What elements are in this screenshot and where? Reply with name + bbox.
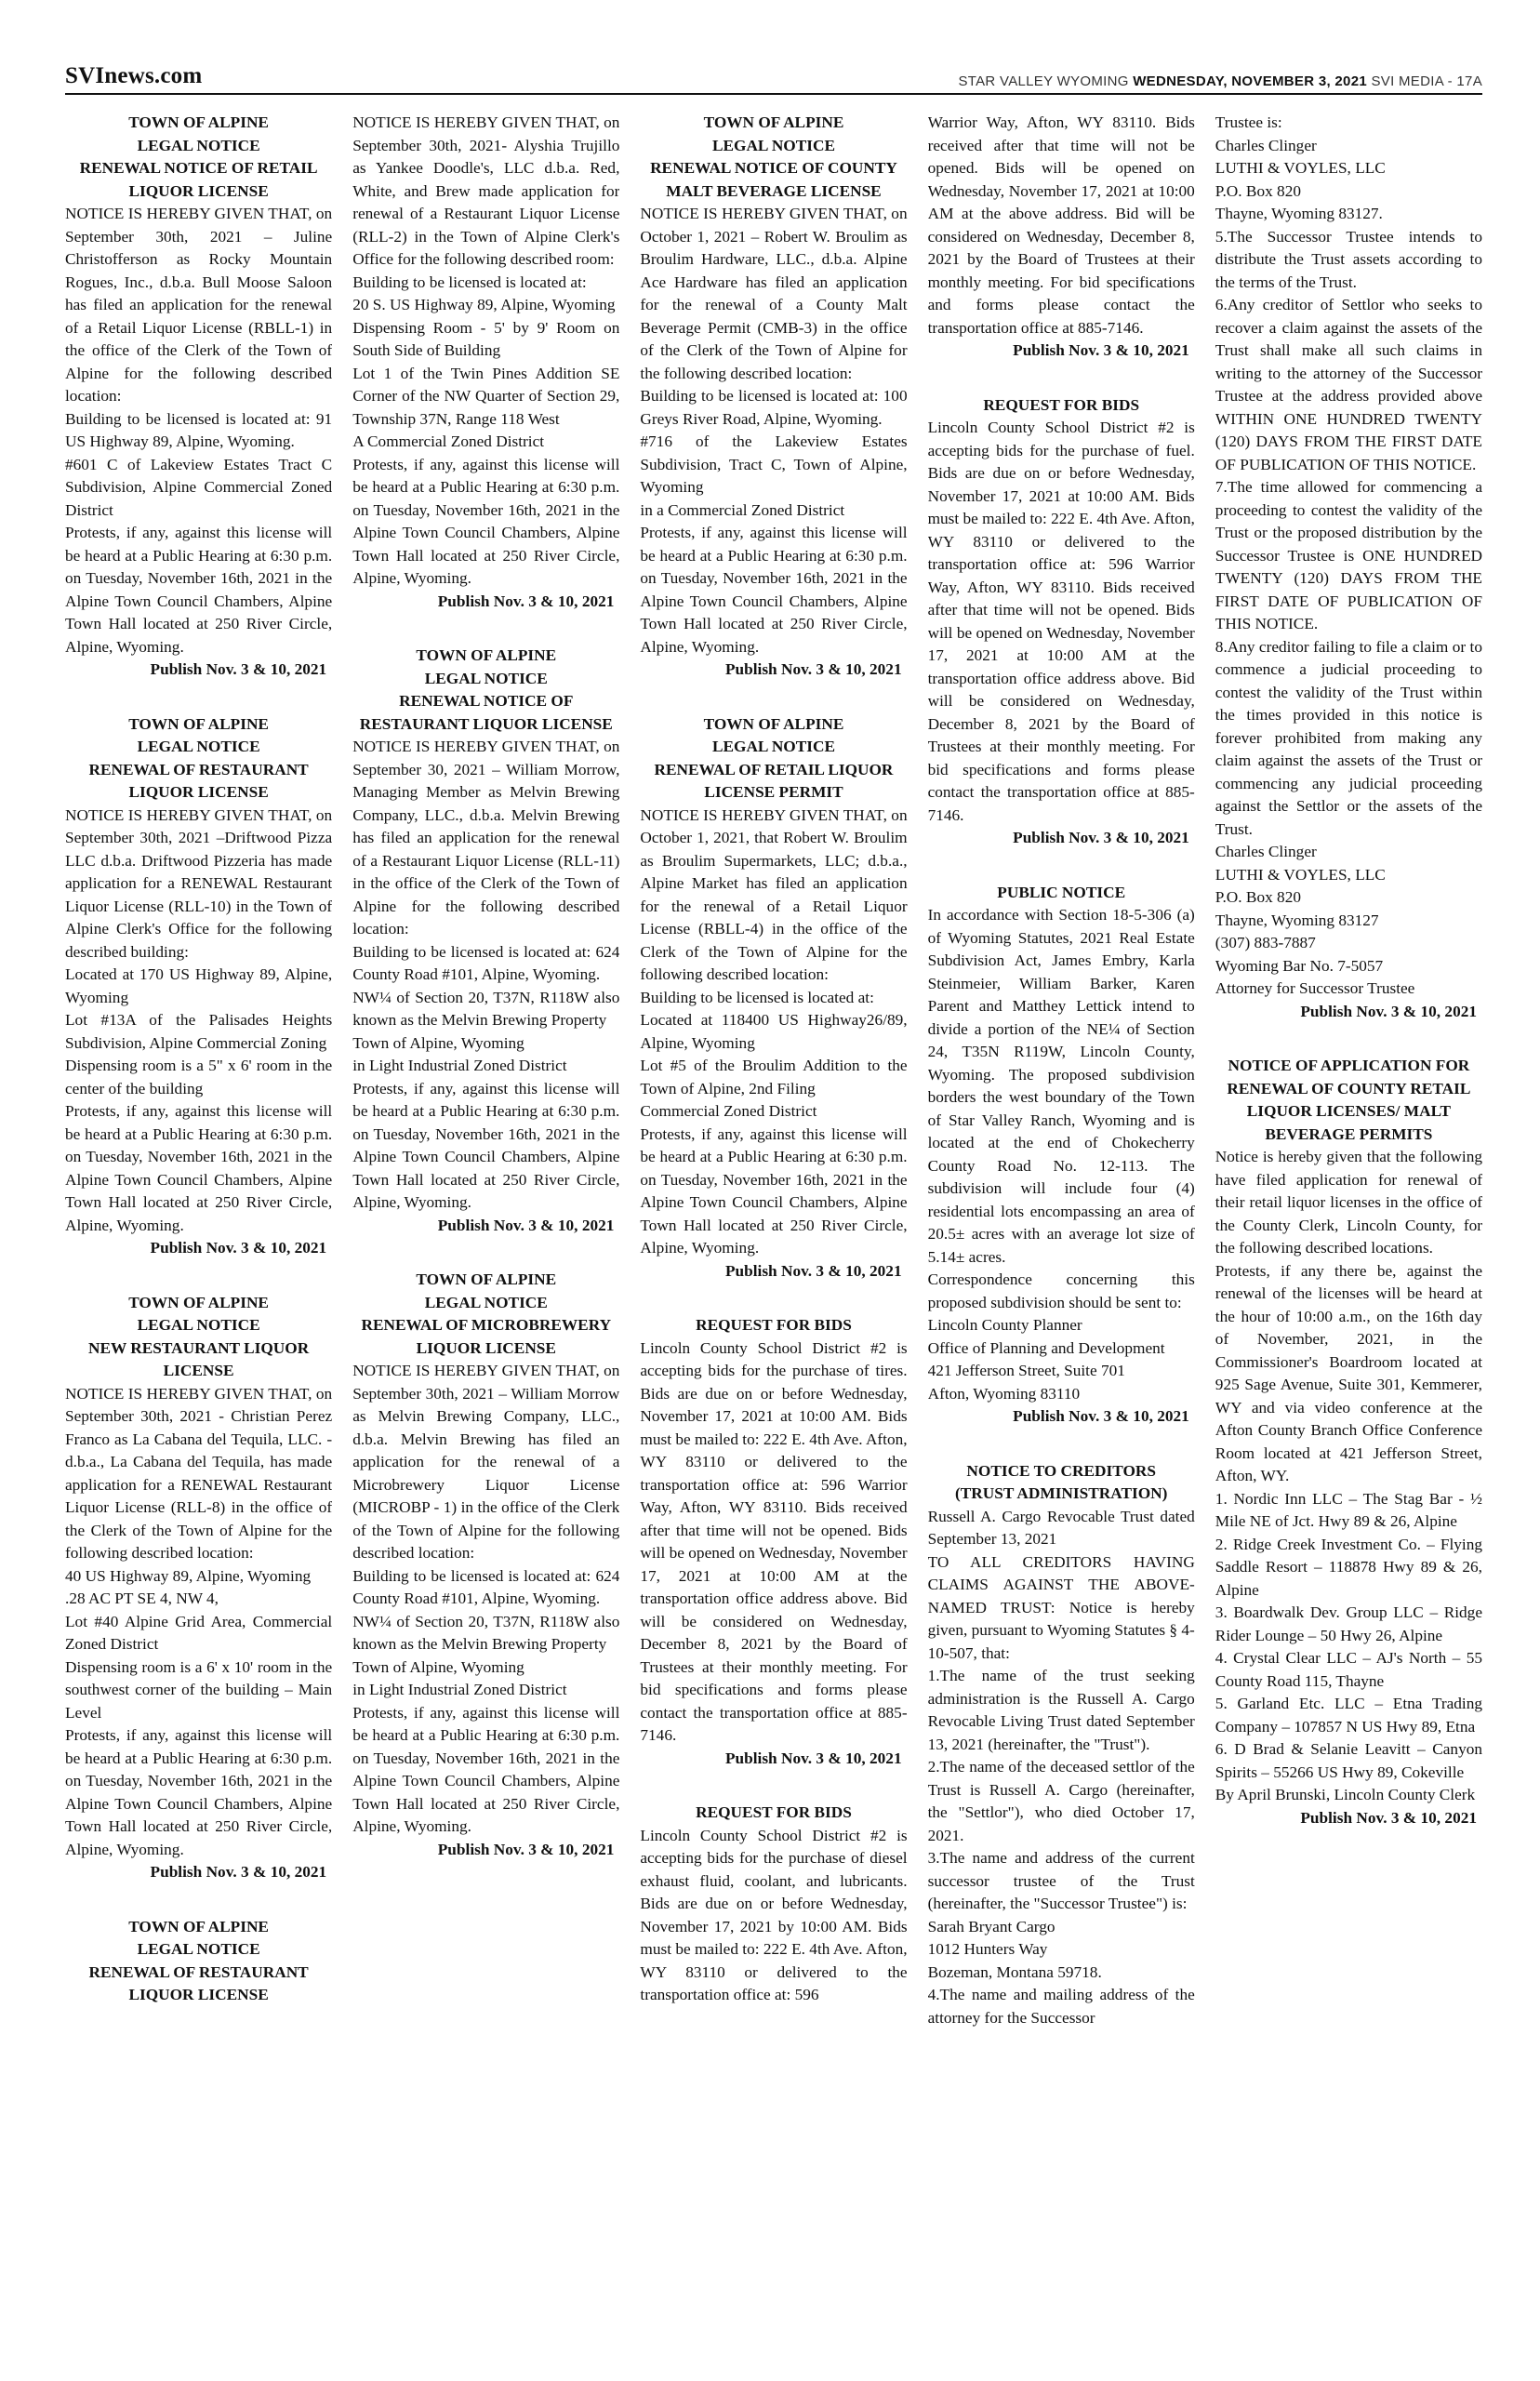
publish-dates: Publish Nov. 3 & 10, 2021 [437, 592, 615, 610]
notice-paragraph: Afton, Wyoming 83110 [927, 1384, 1081, 1403]
notice-paragraph: Building to be licensed is located at: 100 Greys River Road, Alpine, Wyoming. [640, 387, 908, 428]
notice-paragraph: Building to be licensed is located at: 91 US Highway 89, Alpine, Wyoming. [65, 409, 333, 450]
legal-notice [352, 645, 619, 1237]
site-name: SVInews.com [65, 63, 203, 88]
publish-dates: Publish Nov. 3 & 10, 2021 [150, 1239, 327, 1257]
notice-title: LEGAL NOTICE [137, 136, 260, 154]
notice-paragraph: Charles Clinger [1215, 843, 1317, 860]
notice-title: TOWN OF ALPINE [703, 714, 844, 733]
notice-body [352, 736, 619, 1215]
legal-notice [640, 1802, 907, 2007]
notice-paragraph: Dispensing room is a 5" x 6' room in the center of the building [65, 1057, 333, 1097]
notice-title: LEGAL NOTICE [711, 738, 836, 755]
publish-dates: Publish Nov. 3 & 10, 2021 [1300, 1808, 1477, 1827]
notice-paragraph: 3. Boardwalk Dev. Group LLC – Ridge Rider Lounge – 50 Hwy 26, Alpine [1215, 1603, 1482, 1644]
publish-dates: Publish Nov. 3 & 10, 2021 [724, 660, 902, 678]
notice-title: RENEWAL NOTICE OF RETAIL LIQUOR LICENSE [79, 159, 318, 200]
notice-paragraph: Warrior Way, Afton, WY 83110. Bids received after that time will not be opened. Bids will be opened on Wednesday, November 17, 2021 at 10:00 AM at the above address. Bid will be considered on Wednesday, December 8, 2021 by the Board of Trustees at their monthly meeting. For bid specifications and forms please contact the transportation office at 885-7146. [927, 113, 1195, 337]
notice-paragraph: Correspondence concerning this proposed subdivision should be sent to: [927, 1270, 1195, 1311]
notice-title: REQUEST FOR BIDS [696, 1803, 852, 1821]
publish-dates: Publish Nov. 3 & 10, 2021 [1013, 829, 1189, 846]
publish-dates: Publish Nov. 3 & 10, 2021 [150, 1863, 327, 1881]
legal-notice [65, 1916, 332, 2007]
notice-paragraph: NOTICE IS HEREBY GIVEN THAT, on September 30th, 2021 - Christian Perez Franco as La Cabana del Tequila, LLC. - d.b.a., La Cabana del Tequila, has made application for a RENEWAL Restaurant Liquor License (RLL-8) in the office of the Clerk of the Town of Alpine for the following described location: [65, 1384, 333, 1562]
notice-paragraph: Building to be licensed is located at: 624 County Road #101, Alpine, Wyoming. [352, 942, 620, 983]
notice-paragraph: in a Commercial Zoned District [640, 500, 845, 519]
notice-title: TOWN OF ALPINE [416, 646, 557, 664]
notice-body [65, 203, 332, 658]
notice-paragraph: Lot #5 of the Broulim Addition to the Town of Alpine, 2nd Filing [640, 1057, 908, 1097]
notice-title: LEGAL NOTICE [137, 1940, 260, 1958]
publish-dates: Publish Nov. 3 & 10, 2021 [724, 1261, 902, 1280]
notice-body [352, 1360, 619, 1839]
notice-paragraph: 6. D Brad & Selanie Leavitt – Canyon Spirits – 55266 US Hwy 89, Cokeville [1215, 1740, 1482, 1781]
notice-title: NEW RESTAURANT LIQUOR LICENSE [88, 1338, 310, 1379]
notice-title: REQUEST FOR BIDS [696, 1316, 852, 1334]
notice-paragraph: 3.The name and address of the current successor trustee of the Trust (hereinafter, the "Successor Trustee") is: [927, 1849, 1195, 1912]
section-page: SVI MEDIA - 17A [1371, 73, 1482, 89]
notice-body [640, 1825, 907, 2007]
notice-title: LEGAL NOTICE [424, 1293, 548, 1311]
notice-paragraph: 5. Garland Etc. LLC – Etna Trading Company – 107857 N US Hwy 89, Etna [1215, 1695, 1482, 1736]
legal-notice [1215, 112, 1482, 1023]
notice-paragraph: Office of Planning and Development [927, 1338, 1165, 1357]
notice-title: LEGAL NOTICE [711, 136, 836, 154]
notice-title: NOTICE TO CREDITORS [966, 1461, 1156, 1480]
notice-paragraph: Bozeman, Montana 59718. [927, 1962, 1102, 1981]
notice-paragraph: NOTICE IS HEREBY GIVEN THAT, on September 30th, 2021- Alyshia Trujillo as Yankee Doodle's, LLC d.b.a. Red, White, and Brew made application for renewal of a Restaurant Liquor License (RLL-2) in the Town of Alpine Clerk's Office for the following described room: [352, 113, 620, 268]
notice-paragraph: Building to be licensed is located at: [352, 273, 587, 291]
notice-paragraph: NOTICE IS HEREBY GIVEN THAT, on October 1, 2021, that Robert W. Broulim as Broulim Supermarkets, LLC; d.b.a., Alpine Market has filed an application for the renewal of a Retail Liquor License (RBLL-4) in the office of the Clerk of the Town of Alpine for the following described location: [640, 805, 908, 983]
legal-notices-columns [65, 112, 1482, 2362]
issue-date: WEDNESDAY, NOVEMBER 3, 2021 [1133, 73, 1367, 89]
notice-paragraph: Lincoln County School District #2 is accepting bids for the purchase of tires. Bids are due on or before Wednesday, November 17, 2021 at 10:00 AM. Bids must be mailed to: 222 E. 4th Ave. Afton, WY 83110 or delivered to the transportation office at: 596 Warrior Way, Afton, WY 83110. Bids received after that time will not be opened. Bids will be opened on Wednesday, November 17, 2021 at 10:00 AM at the transportation office address above. Bid will be considered on Wednesday, December 8, 2021 by the Board of Trustees at their monthly meeting. For bid specifications and forms please contact the transportation office at 885-7146. [640, 1338, 908, 1744]
notice-paragraph: Commercial Zoned District [640, 1102, 817, 1120]
notice-paragraph: #601 C of Lakeview Estates Tract C Subdivision, Alpine Commercial Zoned District [65, 455, 333, 519]
notice-paragraph: NOTICE IS HEREBY GIVEN THAT, on September 30th, 2021 –Driftwood Pizza LLC d.b.a. Driftwood Pizzeria has made application for a RENEWAL Restaurant Liquor License (RLL-10) in the Town of Alpine Clerk's Office for the following described building: [65, 805, 333, 961]
publish-dates: Publish Nov. 3 & 10, 2021 [1013, 1407, 1189, 1425]
notice-paragraph: 1.The name of the trust seeking administration is the Russell A. Cargo Revocable Living Trust dated September 13, 2021 (hereinafter, the "Trust"). [927, 1667, 1195, 1753]
legal-notice [928, 1460, 1195, 2030]
column-1 [65, 112, 332, 2362]
notice-paragraph: Protests, if any, against this license will be heard at a Public Hearing at 6:30 p.m. on Tuesday, November 16th, 2021 in the Alpine Town Council Chambers, Alpine Town Hall located at 250 River Circle, Alpine, Wyoming. [65, 1726, 333, 1858]
publish-dates: Publish Nov. 3 & 10, 2021 [437, 1216, 615, 1234]
notice-paragraph: Protests, if any, against this license will be heard at a Public Hearing at 6:30 p.m. on Tuesday, November 16th, 2021 in the Alpine Town Council Chambers, Alpine Town Hall located at 250 River Circle, Alpine, Wyoming. [640, 1124, 908, 1257]
notice-body [640, 1337, 907, 1748]
notice-paragraph: Lincoln County School District #2 is accepting bids for the purchase of diesel exhaust fluid, coolant, and lubricants. Bids are due on or before Wednesday, November 17, 2021 by 10:00 AM. Bids must be mailed to: 222 E. 4th Ave. Afton, WY 83110 or delivered to the transportation office at: 596 [640, 1826, 908, 2003]
notice-paragraph: Lot #13A of the Palisades Heights Subdivision, Alpine Commercial Zoning [65, 1011, 333, 1052]
notice-title: RENEWAL OF MICROBREWERY LIQUOR LICENSE [361, 1316, 612, 1357]
publish-dates: Publish Nov. 3 & 10, 2021 [437, 1840, 615, 1858]
notice-paragraph: Protests, if any, against this license will be heard at a Public Hearing at 6:30 p.m. on Tuesday, November 16th, 2021 in the Alpine Town Council Chambers, Alpine Town Hall located at 250 River Circle, Alpine, Wyoming. [65, 1102, 333, 1234]
notice-paragraph: 1. Nordic Inn LLC – The Stag Bar - ½ Mile NE of Jct. Hwy 89 & 26, Alpine [1215, 1489, 1482, 1530]
notice-paragraph: #716 of the Lakeview Estates Subdivision, Tract C, Town of Alpine, Wyoming [640, 432, 908, 496]
notice-paragraph: Located at 118400 US Highway26/89, Alpine, Wyoming [640, 1011, 908, 1052]
notice-paragraph: A Commercial Zoned District [352, 432, 545, 450]
notice-title: RENEWAL OF RESTAURANT LIQUOR LICENSE [88, 1962, 309, 2003]
notice-body [1215, 112, 1482, 1001]
notice-paragraph: LUTHI & VOYLES, LLC [1215, 159, 1386, 177]
notice-body [352, 112, 619, 591]
notice-title: TOWN OF ALPINE [416, 1270, 557, 1288]
notice-title: TOWN OF ALPINE [128, 714, 269, 733]
notice-paragraph: 2. Ridge Creek Investment Co. – Flying Saddle Resort – 118878 Hwy 89 & 26, Alpine [1215, 1535, 1482, 1599]
legal-notice [352, 112, 619, 613]
notice-paragraph: Charles Clinger [1215, 136, 1317, 154]
publish-dates: Publish Nov. 3 & 10, 2021 [150, 660, 327, 678]
notice-paragraph: Protests, if any, against this license will be heard at a Public Hearing at 6:30 p.m. on Tuesday, November 16th, 2021 in the Alpine Town Council Chambers, Alpine Town Hall located at 250 River Circle, Alpine, Wyoming. [640, 524, 908, 656]
notice-paragraph: Sarah Bryant Cargo [927, 1917, 1055, 1935]
notice-paragraph: Lincoln County School District #2 is accepting bids for the purchase of fuel. Bids are due on or before Wednesday, November 17, 2021 at 10:00 AM. Bids must be mailed to: 222 E. 4th Ave. Afton, WY 83110 or delivered to the transportation office at: 596 Warrior Way, Afton, WY 83110. Bids received after that time will not be opened. Bids will be opened on Wednesday, November 17, 2021 at 10:00 AM at the transportation office address above. Bid will be considered on Wednesday, December 8, 2021 by the Board of Trustees at their monthly meeting. For bid specifications and forms please contact the transportation office at 885-7146. [927, 419, 1195, 824]
notice-body [1215, 1146, 1482, 1807]
paper-name: STAR VALLEY WYOMING [958, 73, 1129, 89]
notice-paragraph: LUTHI & VOYLES, LLC [1215, 865, 1386, 884]
legal-notice [640, 112, 907, 682]
notice-paragraph: NW¼ of Section 20, T37N, R118W also known as the Melvin Brewing Property [352, 988, 620, 1029]
legal-notice [65, 112, 332, 682]
notice-paragraph: Town of Alpine, Wyoming [352, 1033, 524, 1052]
notice-title: LEGAL NOTICE [137, 738, 260, 755]
notice-paragraph: Building to be licensed is located at: 624 County Road #101, Alpine, Wyoming. [352, 1566, 620, 1607]
notice-paragraph: Protests, if any, against this license will be heard at a Public Hearing at 6:30 p.m. on Tuesday, November 16th, 2021 in the Alpine Town Council Chambers, Alpine Town Hall located at 250 River Circle, Alpine, Wyoming. [352, 455, 620, 587]
notice-paragraph: Located at 170 US Highway 89, Alpine, Wyoming [65, 965, 333, 1006]
notice-body [928, 904, 1195, 1405]
notice-paragraph: NOTICE IS HEREBY GIVEN THAT, on September 30, 2021 – William Morrow, Managing Member as Melvin Brewing Company, LLC., d.b.a. Melvin Brewing has filed an application for the renewal of a Restaurant Liquor License (RLL-11) in the office of the Clerk of the Town of Alpine for the following described location: [352, 738, 620, 938]
notice-paragraph: 421 Jefferson Street, Suite 701 [927, 1362, 1125, 1379]
notice-body [640, 805, 907, 1260]
notice-title: RENEWAL NOTICE OF COUNTY MALT BEVERAGE LICENSE [650, 159, 897, 200]
notice-paragraph: Building to be licensed is located at: [640, 988, 874, 1006]
notice-paragraph: Thayne, Wyoming 83127. [1215, 205, 1383, 222]
notice-paragraph: .28 AC PT SE 4, NW 4, [65, 1590, 219, 1607]
notice-paragraph: 8.Any creditor failing to file a claim or to commence a judicial proceeding to contest the validity of the Trust within the times provided in this notice is forever prohibited from making any claim against the assets of the Trust or commencing any judicial proceeding against the Settlor or the assets of the Trust. [1215, 637, 1482, 838]
notice-paragraph: By April Brunski, Lincoln County Clerk [1215, 1786, 1476, 1803]
notice-title: RENEWAL NOTICE OF RESTAURANT LIQUOR LICENSE [359, 692, 613, 733]
notice-paragraph: Lot 1 of the Twin Pines Addition SE Corner of the NW Quarter of Section 29, Township 37N, Range 118 West [352, 364, 620, 428]
notice-title: (TRUST ADMINISTRATION) [955, 1484, 1168, 1502]
legal-notice [640, 1314, 907, 1770]
notice-paragraph: in Light Industrial Zoned District [352, 1681, 567, 1698]
notice-title: PUBLIC NOTICE [997, 883, 1126, 901]
notice-body [65, 1383, 332, 1862]
notice-title: TOWN OF ALPINE [703, 113, 844, 131]
notice-body [65, 805, 332, 1238]
notice-title: TOWN OF ALPINE [128, 1293, 269, 1311]
notice-paragraph: Town of Alpine, Wyoming [352, 1657, 524, 1676]
notice-paragraph: Dispensing Room - 5' by 9' Room on South Side of Building [352, 318, 620, 359]
legal-notice [640, 713, 907, 1284]
notice-paragraph: Wyoming Bar No. 7-5057 [1215, 956, 1384, 975]
column-5 [1215, 112, 1482, 2362]
notice-body [640, 203, 907, 658]
notice-paragraph: 6.Any creditor of Settlor who seeks to recover a claim against the assets of the Trust shall make all such claims in writing to the attorney of the Successor Trustee at the address provided above WITHIN ONE HUNDRED TWENTY (120) DAYS FROM THE FIRST DATE OF PUBLICATION OF THIS NOTICE. [1215, 296, 1482, 473]
notice-title: REQUEST FOR BIDS [983, 395, 1140, 414]
notice-paragraph: Protests, if any, against this license will be heard at a Public Hearing at 6:30 p.m. on Tuesday, November 16th, 2021 in the Alpine Town Council Chambers, Alpine Town Hall located at 250 River Circle, Alpine, Wyoming. [352, 1079, 620, 1211]
notice-title: RENEWAL OF RESTAURANT LIQUOR LICENSE [88, 760, 309, 801]
notice-paragraph: Notice is hereby given that the following have filed application for renewal of their retail liquor licenses in the office of the County Clerk, Lincoln County, for the following described locations. [1215, 1148, 1482, 1257]
notice-paragraph: 7.The time allowed for commencing a proceeding to contest the validity of the Trust or the proposed distribution by the Successor Trustee is ONE HUNDRED TWENTY (120) DAYS FROM THE FIRST DATE OF PUBLICATION OF THIS NOTICE. [1215, 478, 1482, 632]
notice-body [928, 417, 1195, 827]
legal-notice [928, 112, 1195, 363]
notice-paragraph: Protests, if any there be, against the renewal of the licenses will be heard at the hour of 10:00 a.m., on the 16th day of November, 2021, in the Commissioner's Boardroom located at 925 Sage Avenue, Suite 301, Kemmerer, WY and via video conference at the Afton County Branch Office Conference Room located at 421 Jefferson Street, Afton, WY. [1215, 1261, 1482, 1484]
publish-dates: Publish Nov. 3 & 10, 2021 [1300, 1002, 1477, 1020]
notice-paragraph: Lot #40 Alpine Grid Area, Commercial Zoned District [65, 1612, 333, 1653]
notice-title: RENEWAL OF RETAIL LIQUOR LICENSE PERMIT [654, 760, 894, 801]
notice-paragraph: in Light Industrial Zoned District [352, 1057, 567, 1074]
notice-paragraph: NOTICE IS HEREBY GIVEN THAT, on September 30th, 2021 – William Morrow as Melvin Brewing Company, LLC., d.b.a. Melvin Brewing has filed an application for the renewal of a Microbrewery Liquor License (MICROBP - 1) in the office of the Clerk of the Town of Alpine for the following described location: [352, 1362, 620, 1562]
notice-body [928, 112, 1195, 339]
notice-paragraph: 20 S. US Highway 89, Alpine, Wyoming [352, 296, 616, 313]
notice-paragraph: 5.The Successor Trustee intends to distribute the Trust assets according to the terms of the Trust. [1215, 227, 1482, 291]
notice-paragraph: 4.The name and mailing address of the attorney for the Successor [927, 1986, 1195, 2027]
page-header [65, 61, 1482, 95]
notice-paragraph: Lincoln County Planner [927, 1316, 1082, 1334]
column-3 [640, 112, 907, 2362]
notice-paragraph: Russell A. Cargo Revocable Trust dated September 13, 2021 [927, 1507, 1195, 1548]
notice-paragraph: P.O. Box 820 [1215, 888, 1301, 906]
notice-paragraph: P.O. Box 820 [1215, 181, 1301, 200]
notice-title: LEGAL NOTICE [137, 1316, 260, 1334]
legal-notice [65, 713, 332, 1260]
notice-paragraph: Thayne, Wyoming 83127 [1215, 911, 1379, 929]
dateline [958, 73, 1482, 89]
notice-paragraph: 4. Crystal Clear LLC – AJ's North – 55 County Road 115, Thayne [1215, 1649, 1482, 1690]
notice-paragraph: NOTICE IS HEREBY GIVEN THAT, on September 30th, 2021 – Juline Christofferson as Rocky Mountain Rogues, Inc., d.b.a. Bull Moose Saloon has filed an application for the renewal of a Retail Liquor License (RBLL-1) in the office of the Clerk of the Town of Alpine for the following described location: [65, 205, 333, 405]
notice-paragraph: 2.The name of the deceased settlor of the Trust is Russell A. Cargo (hereinafter, the "Settlor"), who died October 17, 2021. [927, 1758, 1195, 1844]
legal-notice [1215, 1055, 1482, 1829]
notice-body [928, 1506, 1195, 2030]
notice-paragraph: 1012 Hunters Way [927, 1940, 1048, 1958]
notice-title: TOWN OF ALPINE [128, 1917, 269, 1935]
legal-notice [928, 394, 1195, 850]
legal-notice [928, 882, 1195, 1429]
notice-paragraph: (307) 883-7887 [1215, 934, 1316, 951]
legal-notice [65, 1292, 332, 1884]
notice-paragraph: Trustee is: [1215, 113, 1282, 131]
publish-dates: Publish Nov. 3 & 10, 2021 [724, 1749, 902, 1767]
notice-title: NOTICE OF APPLICATION FOR RENEWAL OF COUNTY RETAIL LIQUOR LICENSES/ MALT BEVERAGE PERMITS [1227, 1057, 1471, 1143]
notice-paragraph: Protests, if any, against this license will be heard at a Public Hearing at 6:30 p.m. on Tuesday, November 16th, 2021 in the Alpine Town Council Chambers, Alpine Town Hall located at 250 River Circle, Alpine, Wyoming. [352, 1703, 620, 1835]
notice-paragraph: TO ALL CREDITORS HAVING CLAIMS AGAINST THE ABOVE-NAMED TRUST: Notice is hereby given, pursuant to Wyoming Statutes § 4-10-507, that: [927, 1552, 1195, 1662]
notice-title: LEGAL NOTICE [424, 669, 548, 687]
notice-paragraph: NOTICE IS HEREBY GIVEN THAT, on October 1, 2021 – Robert W. Broulim as Broulim Hardware, LLC., d.b.a. Alpine Ace Hardware has filed an application for the renewal of a County Malt Beverage Permit (CMB-3) in the office of the Clerk of the Town of Alpine for the following described location: [640, 205, 908, 382]
column-2 [352, 112, 619, 2362]
notice-paragraph: Attorney for Successor Trustee [1215, 979, 1415, 997]
legal-notice [352, 1269, 619, 1861]
notice-paragraph: Protests, if any, against this license will be heard at a Public Hearing at 6:30 p.m. on Tuesday, November 16th, 2021 in the Alpine Town Council Chambers, Alpine Town Hall located at 250 River Circle, Alpine, Wyoming. [65, 524, 333, 656]
notice-title: TOWN OF ALPINE [128, 113, 269, 131]
publish-dates: Publish Nov. 3 & 10, 2021 [1013, 341, 1189, 359]
column-4 [928, 112, 1195, 2362]
notice-paragraph: 40 US Highway 89, Alpine, Wyoming [65, 1566, 312, 1585]
notice-paragraph: NW¼ of Section 20, T37N, R118W also known as the Melvin Brewing Property [352, 1612, 620, 1653]
notice-paragraph: In accordance with Section 18-5-306 (a) of Wyoming Statutes, 2021 Real Estate Subdivision Act, James Embry, Karla Steinmeier, William Barker, Karen Parent and Matthey Lettick intend to divide a portion of the NE¼ of Section 24, T35N R119W, Lincoln County, Wyoming. The proposed subdivision borders the west boundary of the Town of Star Valley Ranch, Wyoming and is located at the end of Chokecherry County Road No. 12-113. The subdivision will include four (4) residential lots encompassing an area of 20.5± acres with an average lot size of 5.14± acres. [927, 906, 1195, 1266]
notice-paragraph: Dispensing room is a 6' x 10' room in the southwest corner of the building – Main Level [65, 1657, 333, 1722]
